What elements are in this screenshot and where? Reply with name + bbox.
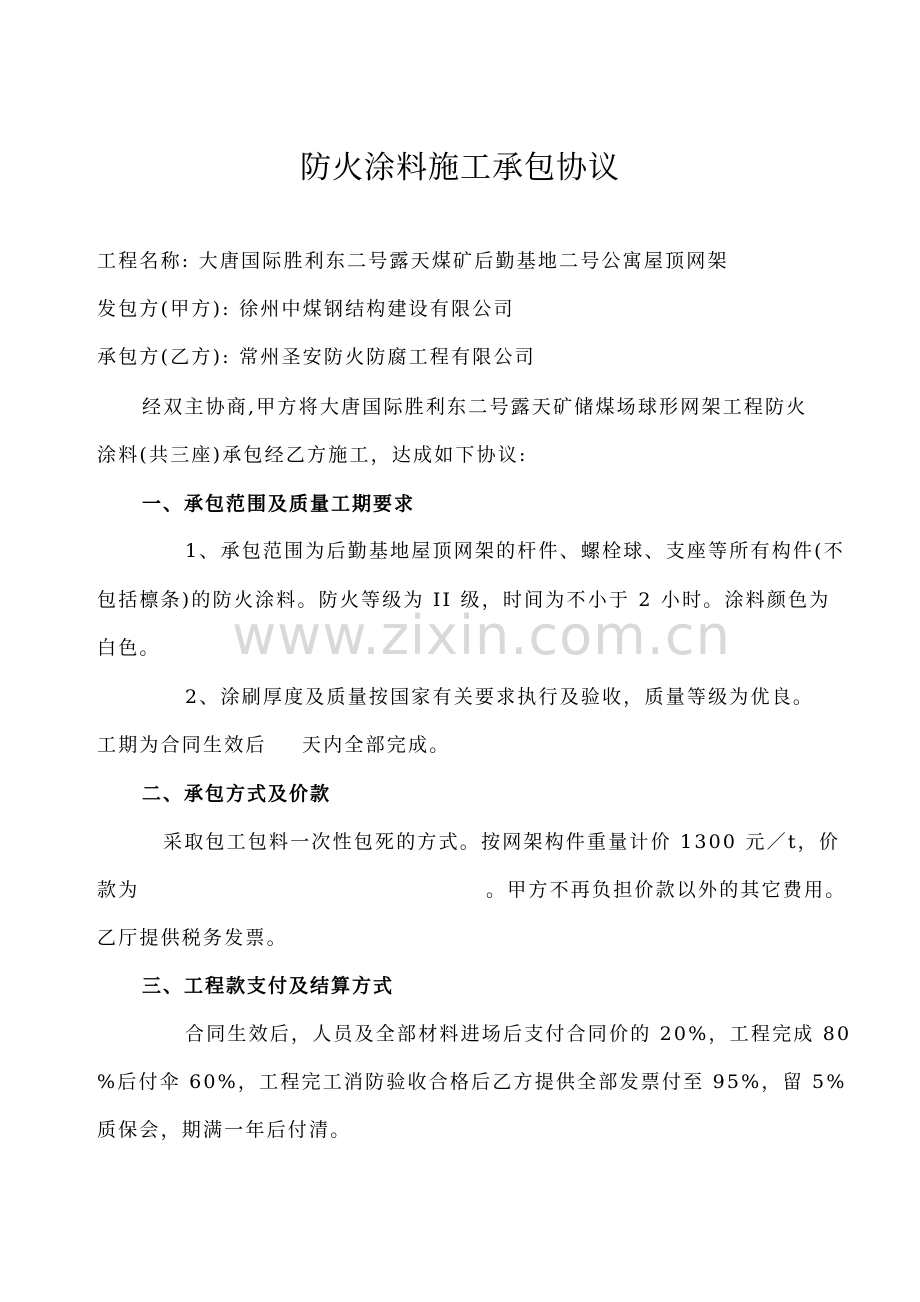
intro-line-2: 涂料(共三座)承包经乙方施工，达成如下协议:: [97, 444, 528, 466]
document-title: 防火涂料施工承包协议: [300, 150, 620, 186]
project-name-line: 工程名称: 大唐国际胜利东二号露天煤矿后勤基地二号公寓屋顶网架: [97, 250, 729, 272]
section-1-p2-line-2b: 天内全部完成。: [302, 734, 451, 756]
section-1-p1-line-2: 包括檩条)的防火涂料。防火等级为 II 级，时间为不小于 2 小时。涂料颜色为: [97, 589, 831, 611]
watermark: www.zixin.com.cn: [232, 604, 731, 667]
section-1-p2-line-1: 2、涂刷厚度及质量按国家有关要求执行及验收，质量等级为优良。: [185, 686, 815, 708]
party-b-line: 承包方(乙方): 常州圣安防火防腐工程有限公司: [97, 346, 536, 368]
intro-line-1: 经双主协商,甲方将大唐国际胜利东二号露天矿储煤场球形网架工程防火: [142, 396, 808, 418]
section-1-p1-line-1: 1、承包范围为后勤基地屋顶网架的杆件、螺栓球、支座等所有构件(不: [185, 540, 845, 562]
section-2-line-2a: 款为: [97, 879, 140, 901]
section-3-line-1: 合同生效后，人员及全部材料进场后支付合同价的 20%，工程完成 80: [185, 1023, 852, 1045]
section-2-line-2b: 。甲方不再负担价款以外的其它费用。: [486, 879, 847, 901]
section-2-heading: 二、承包方式及价款: [142, 783, 332, 805]
section-1-p2-line-2a: 工期为合同生效后: [97, 734, 267, 756]
section-2-line-3: 乙厅提供税务发票。: [97, 927, 288, 949]
section-3-line-2: %后付伞 60%，工程完工消防验收合格后乙方提供全部发票付至 95%，留 5%: [97, 1071, 847, 1093]
section-3-line-3: 质保会，期满一年后付清。: [97, 1119, 352, 1141]
section-3-heading: 三、工程款支付及结算方式: [142, 975, 395, 997]
section-1-p1-line-3: 白色。: [97, 637, 161, 659]
section-1-heading: 一、承包范围及质量工期要求: [142, 493, 416, 515]
section-2-line-1: 采取包工包料一次性包死的方式。按网架构件重量计价 1300 元／t，价: [163, 831, 841, 853]
party-a-line: 发包方(甲方): 徐州中煤钢结构建设有限公司: [97, 298, 515, 320]
